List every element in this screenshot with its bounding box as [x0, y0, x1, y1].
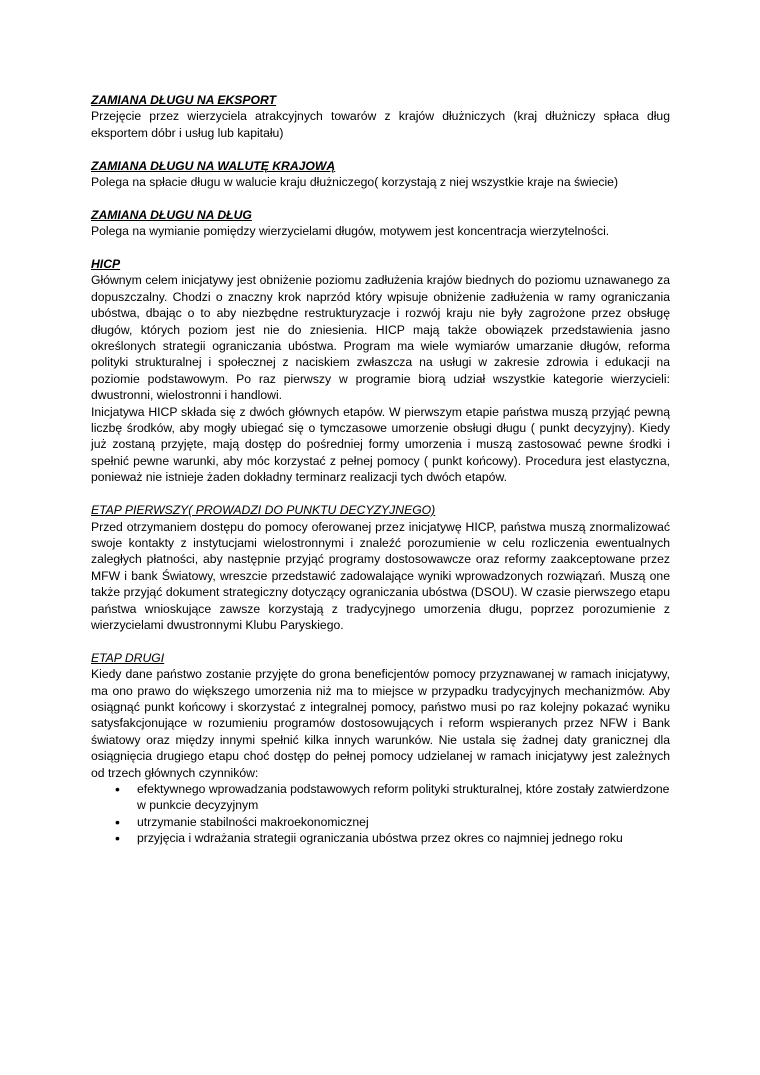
section-heading: ETAP DRUGI	[91, 650, 165, 665]
section-stage-one	[91, 502, 670, 633]
section-paragraph: Przed otrzymaniem dostępu do pomocy oferowanej przez inicjatywę HICP, państwa muszą znormalizować swoje kontakty z instytucjami wielostronnymi i znaleźć porozumienie w celu rozliczenia ewentualnych zaległych płatności, aby następnie przyjąć programy dostosowawcze oraz reformy zaakceptowane przez MFW i bank Światowy, wreszcie przedstawić zadowalające wyniki wprowadzonych rozwiązań. Muszą one także przyjąć dokument strategiczny dotyczący ograniczania ubóstwa (DSOU). W czasie pierwszego etapu państwa wnioskujące zawsze korzystają z tradycyjnego umorzenia długu, poprzez porozumienie z wierzycielami dwustronnymi Klubu Paryskiego.	[91, 519, 670, 632]
list-item: • utrzymanie stabilności makroekonomicznej	[137, 814, 670, 830]
section-paragraph: Przejęcie przez wierzyciela atrakcyjnych towarów z krajów dłużniczych (kraj dłużniczy spłaca dług eksportem dóbr i usług lub kapitału)	[91, 109, 670, 140]
section-heading: ZAMIANA DŁUGU NA WALUTĘ KRAJOWĄ	[91, 158, 336, 173]
list-item: • efektywnego wprowadzania podstawowych reform polityki strukturalnej, które zostały zatwierdzone w punkcie decyzyjnym	[137, 781, 670, 814]
section-heading: ETAP PIERWSZY( PROWADZI DO PUNKTU DECYZYJNEGO)	[91, 503, 436, 518]
section-paragraph: Inicjatywa HICP składa się z dwóch głównych etapów. W pierwszym etapie państwa muszą przyjąć pewną liczbę środków, aby mogły ubiegać się o tymczasowe umorzenie obsługi długu ( punkt decyzyjny). Kiedy już zostaną przyjęte, mają dostęp do pośredniej formy umorzenia i muszą zastosować pewne środki i spełnić pewne warunki, aby móc korzystać z pełnej pomocy ( punkt końcowy). Procedura jest elastyczna, ponieważ nie istnieje żaden dokładny terminarz realizacji tych dwóch etapów.	[91, 404, 670, 485]
section-debt-to-local-currency	[91, 158, 670, 191]
section-stage-two	[91, 650, 670, 847]
bullet-list	[91, 781, 670, 847]
section-paragraph: Kiedy dane państwo zostanie przyjęte do grona beneficjentów pomocy przyznawanej w ramach inicjatywy, ma ono prawo do większego umorzenia niż ma to miejsce w przypadku tradycyjnych mechanizmów. Aby osiągnąć punkt końcowy i skorzystać z integralnej pomocy, państwo musi po raz kolejny pokazać wyniku satysfakcjonujące w rozumieniu programów dostosowujących i reform wspieranych przez NFW i Bank światowy oraz między innymi spełnić kilka innych warunków. Nie ustala się żadnej daty granicznej dla osiągnięcia drugiego etapu choć dostęp do pełnej pomocy udzielanej w ramach inicjatywy jest zależnych od trzech głównych czynników:	[91, 667, 670, 780]
section-heading: HICP	[91, 257, 121, 272]
section-paragraph: Głównym celem inicjatywy jest obniżenie poziomu zadłużenia krajów biednych do poziomu uznawanego za dopuszczalny. Chodzi o znaczny krok naprzód który wpisuje obniżenie zadłużenia w ramy ograniczania ubóstwa, dbając o to aby niezbędne restrukturyzacje i rozwój kraju nie były zagrożone przez obsługę długów, których poziom jest nie do zniesienia. HICP mają także obowiązek przedstawienia jasno określonych strategii ograniczania ubóstwa. Program ma wiele wymiarów umarzanie długów, reforma polityki strukturalnej i społecznej z naciskiem zwłaszcza na usługi w zakresie zdrowia i edukacji na poziomie podstawowym. Po raz pierwszy w programie biorą udział wszystkie kategorie wierzycieli: dwustronni, wielostronni i handlowi.	[91, 273, 670, 403]
section-paragraph: Polega na wymianie pomiędzy wierzycielami długów, motywem jest koncentracja wierzytelności.	[91, 224, 610, 239]
section-paragraph: Polega na spłacie długu w walucie kraju dłużniczego( korzystają z niej wszystkie kraje na świecie)	[91, 175, 619, 190]
section-debt-to-export	[91, 92, 670, 141]
section-hicp	[91, 256, 670, 486]
section-heading: ZAMIANA DŁUGU NA EKSPORT	[91, 93, 277, 107]
list-item: • przyjęcia i wdrażania strategii ograniczania ubóstwa przez okres co najmniej jednego roku	[137, 830, 670, 846]
section-debt-to-debt	[91, 207, 670, 240]
section-heading: ZAMIANA DŁUGU NA DŁUG	[91, 207, 252, 222]
